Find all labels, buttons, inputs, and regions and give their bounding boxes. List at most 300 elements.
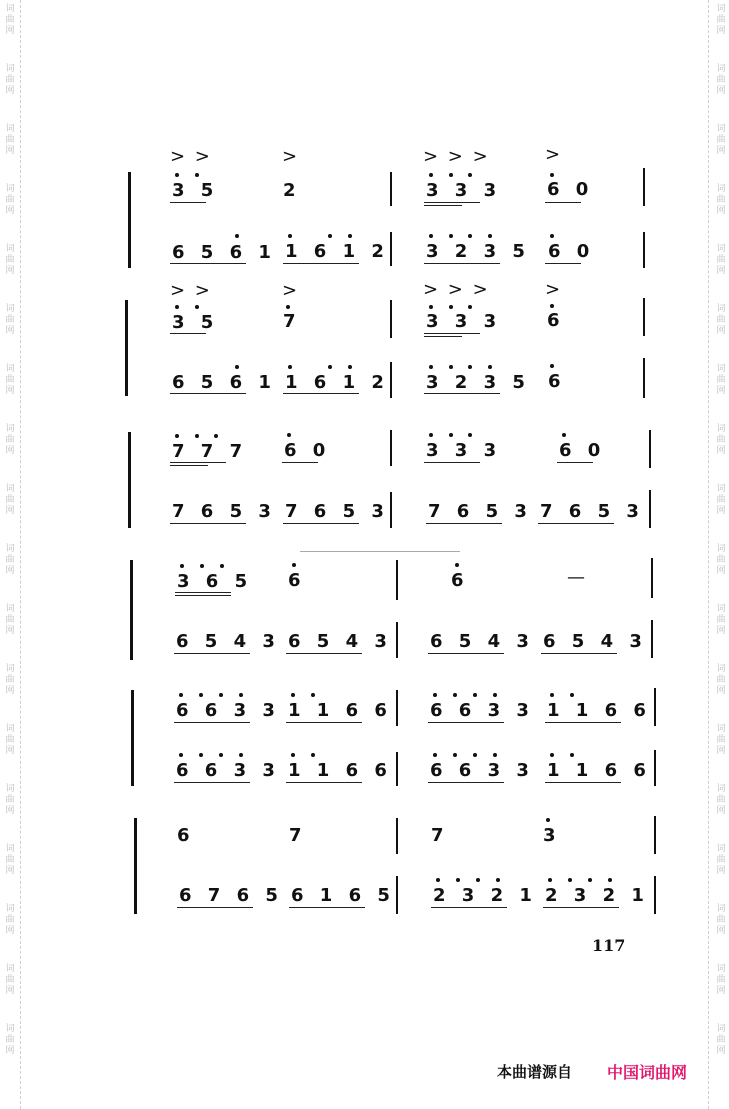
octave-dot [179, 693, 183, 697]
octave-dot [291, 753, 295, 757]
octave-dot [175, 173, 179, 177]
octave-dot [199, 753, 203, 757]
watermark-char: 词 [5, 604, 15, 614]
note-group: 6 [547, 310, 565, 331]
bar-line [396, 876, 398, 914]
watermark-char: 曲 [716, 495, 726, 505]
watermark-char: 曲 [716, 855, 726, 865]
watermark-char: 网 [716, 206, 726, 216]
watermark-char: 词 [5, 424, 15, 434]
bar-line [390, 362, 392, 398]
watermark-char: 网 [5, 986, 15, 996]
note-group: — [567, 567, 590, 588]
octave-dot [546, 818, 550, 822]
rhythm-underline [426, 523, 502, 524]
rhythm-underline [177, 907, 253, 908]
watermark-char: 词 [5, 904, 15, 914]
octave-dot [550, 364, 554, 368]
watermark-char: 曲 [716, 915, 726, 925]
watermark-char: 词 [716, 364, 726, 374]
system-brace [131, 690, 134, 786]
rhythm-underline [424, 462, 480, 463]
footer-site-link[interactable]: 中国词曲网 [607, 1063, 688, 1082]
bar-line [654, 876, 656, 914]
watermark-char: 曲 [5, 735, 15, 745]
note-group: 6 6 3 3 [430, 760, 534, 781]
watermark-char: 词 [5, 784, 15, 794]
bar-line [643, 298, 645, 336]
watermark-char: 词 [716, 904, 726, 914]
watermark-char: 词 [716, 244, 726, 254]
watermark-char: 曲 [716, 315, 726, 325]
octave-dot [449, 234, 453, 238]
watermark-char: 网 [716, 686, 726, 696]
watermark-char: 曲 [5, 15, 15, 25]
watermark-char: 曲 [716, 975, 726, 985]
accent-marks: > [282, 280, 300, 301]
watermark-char: 词 [5, 364, 15, 374]
watermark-char: 曲 [5, 495, 15, 505]
watermark-char: 网 [716, 506, 726, 516]
octave-dot [286, 305, 290, 309]
watermark-char: 词 [716, 1024, 726, 1034]
note-group: 6 5 4 3 [176, 631, 280, 652]
octave-dot [429, 433, 433, 437]
watermark-char: 曲 [716, 795, 726, 805]
note-group: 1 1 6 6 [288, 700, 392, 721]
octave-dot [429, 173, 433, 177]
note-group: 7 6 5 3 [172, 501, 276, 522]
watermark-char: 网 [5, 506, 15, 516]
octave-dot [199, 693, 203, 697]
watermark-char: 网 [716, 146, 726, 156]
watermark-char: 曲 [5, 675, 15, 685]
rhythm-underline [286, 782, 362, 783]
note-group: 6 0 [547, 179, 594, 200]
rhythm-underline [424, 205, 462, 206]
rhythm-underline [545, 782, 621, 783]
accent-marks: > > > [423, 279, 490, 300]
watermark-char: 曲 [5, 255, 15, 265]
watermark-char: 网 [5, 206, 15, 216]
watermark-char: 词 [716, 424, 726, 434]
accent-marks: > > [170, 146, 212, 167]
octave-dot [348, 234, 352, 238]
octave-dot [608, 878, 612, 882]
octave-dot [468, 305, 472, 309]
watermark-char: 网 [716, 266, 726, 276]
note-group: 6 6 3 3 [176, 700, 280, 721]
watermark-char: 网 [5, 626, 15, 636]
watermark-char: 曲 [5, 75, 15, 85]
rhythm-underline [286, 653, 362, 654]
bar-line [654, 750, 656, 786]
octave-dot [436, 878, 440, 882]
octave-dot [550, 304, 554, 308]
watermark-char: 曲 [5, 375, 15, 385]
note-group: 7 7 7 [172, 441, 248, 462]
octave-dot [493, 753, 497, 757]
note-group: 3 [543, 825, 561, 846]
bar-line [390, 172, 392, 206]
note-group: 2 3 2 1 [433, 885, 537, 906]
octave-dot [235, 234, 239, 238]
note-group: 1 1 6 6 [288, 760, 392, 781]
watermark-char: 词 [716, 964, 726, 974]
watermark-char: 词 [716, 604, 726, 614]
page-number: 117 [592, 936, 626, 955]
bar-line [643, 358, 645, 398]
octave-dot [588, 878, 592, 882]
watermark-char: 词 [5, 184, 15, 194]
note-group: 6 6 3 3 [176, 760, 280, 781]
watermark-char: 词 [716, 64, 726, 74]
system-brace [125, 300, 128, 396]
accent-marks: > [545, 144, 563, 165]
note-group: 6 0 [559, 440, 606, 461]
note-group: 6 5 4 3 [543, 631, 647, 652]
bar-line [390, 300, 392, 338]
note-group: 3 6 5 [177, 571, 253, 592]
footer-source-label: 本曲谱源自 [497, 1063, 573, 1081]
accent-marks: > > > [423, 146, 490, 167]
rhythm-underline [283, 263, 359, 264]
octave-dot [429, 234, 433, 238]
rhythm-underline [170, 393, 246, 394]
watermark-char: 网 [5, 926, 15, 936]
octave-dot [175, 305, 179, 309]
octave-dot [220, 564, 224, 568]
octave-dot [455, 563, 459, 567]
octave-dot [214, 434, 218, 438]
octave-dot [195, 434, 199, 438]
octave-dot [429, 365, 433, 369]
note-group: 7 6 5 3 [428, 501, 532, 522]
octave-dot [476, 878, 480, 882]
watermark-char: 网 [716, 26, 726, 36]
bar-line [390, 232, 392, 266]
rhythm-underline [545, 202, 581, 203]
octave-dot [235, 365, 239, 369]
rhythm-underline [286, 722, 362, 723]
watermark-char: 网 [716, 566, 726, 576]
rhythm-underline [282, 462, 318, 463]
watermark-char: 词 [5, 304, 15, 314]
octave-dot [311, 693, 315, 697]
octave-dot [449, 365, 453, 369]
watermark-char: 网 [716, 746, 726, 756]
watermark-char: 网 [5, 746, 15, 756]
note-group: 6 1 6 5 [291, 885, 395, 906]
bar-line [654, 688, 656, 726]
watermark-char: 曲 [5, 975, 15, 985]
watermark-char: 曲 [716, 675, 726, 685]
rhythm-underline [283, 523, 359, 524]
watermark-char: 曲 [716, 1035, 726, 1045]
octave-dot [468, 433, 472, 437]
watermark-char: 词 [5, 724, 15, 734]
rhythm-underline [424, 393, 500, 394]
octave-dot [449, 433, 453, 437]
watermark-char: 曲 [716, 375, 726, 385]
watermark-char: 网 [5, 566, 15, 576]
rhythm-underline [174, 722, 250, 723]
watermark-char: 网 [5, 326, 15, 336]
watermark-char: 网 [5, 446, 15, 456]
note-group: 6 [288, 570, 306, 591]
octave-dot [548, 878, 552, 882]
note-group: 6 5 4 3 [430, 631, 534, 652]
note-group: 1 6 1 2 [285, 372, 389, 393]
rhythm-underline [428, 653, 504, 654]
watermark-char: 曲 [5, 195, 15, 205]
octave-dot [288, 234, 292, 238]
watermark-char: 词 [716, 484, 726, 494]
watermark-char: 词 [716, 664, 726, 674]
watermark-char: 曲 [5, 315, 15, 325]
note-group: 6 0 [548, 241, 595, 262]
octave-dot [219, 693, 223, 697]
watermark-char: 词 [716, 844, 726, 854]
octave-dot [550, 234, 554, 238]
rhythm-underline [538, 523, 614, 524]
octave-dot [180, 564, 184, 568]
watermark-char: 曲 [716, 195, 726, 205]
watermark-char: 词 [716, 4, 726, 14]
rhythm-underline [174, 782, 250, 783]
octave-dot [291, 693, 295, 697]
note-group: 7 [431, 825, 449, 846]
octave-dot [550, 173, 554, 177]
octave-dot [570, 753, 574, 757]
watermark-char: 词 [716, 184, 726, 194]
octave-dot [328, 365, 332, 369]
note-group: 7 [289, 825, 307, 846]
note-group: 6 [177, 825, 195, 846]
octave-dot [550, 753, 554, 757]
rhythm-underline [170, 333, 206, 334]
watermark-char: 曲 [716, 435, 726, 445]
rhythm-underline [428, 782, 504, 783]
octave-dot [550, 693, 554, 697]
watermark-char: 词 [5, 64, 15, 74]
octave-dot [449, 173, 453, 177]
watermark-char: 曲 [5, 855, 15, 865]
note-group: 6 [548, 371, 566, 392]
octave-dot [429, 305, 433, 309]
watermark-char: 网 [716, 626, 726, 636]
octave-dot [328, 234, 332, 238]
bar-line [643, 232, 645, 268]
octave-dot [488, 234, 492, 238]
watermark-char: 曲 [5, 435, 15, 445]
watermark-char: 曲 [716, 615, 726, 625]
octave-dot [449, 305, 453, 309]
note-group: 6 7 6 5 [179, 885, 283, 906]
watermark-char: 词 [716, 784, 726, 794]
octave-dot [473, 753, 477, 757]
system-brace [128, 172, 131, 268]
octave-dot [453, 693, 457, 697]
note-group: 6 6 3 3 [430, 700, 534, 721]
bar-line [390, 492, 392, 528]
rhythm-underline [545, 722, 621, 723]
rhythm-underline [545, 263, 581, 264]
watermark-char: 词 [5, 124, 15, 134]
rhythm-underline [431, 907, 507, 908]
watermark-char: 网 [5, 686, 15, 696]
rhythm-underline [541, 653, 617, 654]
watermark-char: 曲 [716, 555, 726, 565]
watermark-char: 曲 [5, 555, 15, 565]
octave-dot [456, 878, 460, 882]
watermark-char: 词 [5, 844, 15, 854]
note-group: 6 5 6 1 [172, 242, 276, 263]
watermark-char: 曲 [716, 735, 726, 745]
watermark-char: 词 [5, 244, 15, 254]
watermark-char: 网 [716, 386, 726, 396]
system-brace [134, 818, 137, 914]
watermark-char: 网 [5, 86, 15, 96]
watermark-char: 网 [716, 1046, 726, 1056]
octave-dot [493, 693, 497, 697]
octave-dot [562, 433, 566, 437]
octave-dot [175, 434, 179, 438]
rhythm-underline [170, 462, 226, 463]
octave-dot [468, 173, 472, 177]
bar-line [654, 816, 656, 854]
rhythm-underline [175, 592, 231, 593]
octave-dot [219, 753, 223, 757]
rhythm-underline [289, 907, 365, 908]
bar-line [651, 620, 653, 658]
note-group: 7 6 5 3 [285, 501, 389, 522]
rhythm-underline [170, 263, 246, 264]
rhythm-underline [424, 202, 480, 203]
octave-dot [496, 878, 500, 882]
watermark-char: 网 [5, 146, 15, 156]
note-group: 3 2 3 5 [426, 372, 530, 393]
watermark-char: 词 [5, 1024, 15, 1034]
octave-dot [568, 878, 572, 882]
watermark-char: 网 [5, 26, 15, 36]
octave-dot [179, 753, 183, 757]
bar-line [649, 490, 651, 528]
rhythm-underline [170, 202, 206, 203]
octave-dot [468, 234, 472, 238]
watermark-char: 网 [5, 806, 15, 816]
note-group: 2 [283, 180, 301, 201]
bar-line [396, 622, 398, 658]
note-group: 3 3 3 [426, 180, 502, 201]
watermark-char: 网 [716, 86, 726, 96]
rhythm-underline [424, 336, 462, 337]
rhythm-underline [543, 907, 619, 908]
rhythm-underline [170, 465, 208, 466]
rhythm-underline [174, 653, 250, 654]
watermark-char: 词 [716, 724, 726, 734]
watermark-char: 曲 [5, 135, 15, 145]
watermark-char: 网 [716, 866, 726, 876]
bar-line [396, 752, 398, 786]
bar-line [396, 818, 398, 854]
watermark-char: 曲 [716, 255, 726, 265]
octave-dot [292, 563, 296, 567]
watermark-char: 词 [5, 484, 15, 494]
accent-marks: > [545, 279, 563, 300]
octave-dot [473, 693, 477, 697]
accent-marks: > [282, 146, 300, 167]
octave-dot [195, 173, 199, 177]
watermark-char: 词 [716, 304, 726, 314]
octave-dot [433, 693, 437, 697]
watermark-char: 曲 [5, 795, 15, 805]
accent-marks: > > [170, 280, 212, 301]
octave-dot [488, 365, 492, 369]
octave-dot [200, 564, 204, 568]
note-group: 6 [451, 570, 469, 591]
note-group: 3 5 [172, 312, 219, 333]
watermark-char: 词 [5, 964, 15, 974]
watermark-char: 词 [716, 124, 726, 134]
watermark-char: 网 [5, 1046, 15, 1056]
octave-dot [433, 753, 437, 757]
watermark-char: 曲 [716, 135, 726, 145]
rhythm-underline [283, 393, 359, 394]
watermark-char: 词 [5, 544, 15, 554]
watermark-char: 曲 [5, 915, 15, 925]
watermark-char: 曲 [716, 15, 726, 25]
bar-line [643, 168, 645, 206]
note-group: 2 3 2 1 [545, 885, 649, 906]
octave-dot [239, 753, 243, 757]
watermark-char: 网 [5, 866, 15, 876]
rhythm-underline [175, 595, 231, 596]
note-group: 3 5 [172, 180, 219, 201]
octave-dot [453, 753, 457, 757]
bar-line [390, 430, 392, 466]
octave-dot [288, 365, 292, 369]
watermark-char: 网 [716, 806, 726, 816]
watermark-char: 网 [716, 986, 726, 996]
note-group: 7 [283, 311, 301, 332]
rhythm-underline [428, 722, 504, 723]
octave-dot [468, 365, 472, 369]
bar-line [396, 560, 398, 600]
rhythm-underline [170, 523, 246, 524]
note-group: 1 6 1 2 [285, 241, 389, 262]
watermark-char: 网 [5, 386, 15, 396]
note-group: 3 3 3 [426, 311, 502, 332]
octave-dot [570, 693, 574, 697]
tie-line [300, 551, 460, 552]
bar-line [396, 690, 398, 726]
rhythm-underline [424, 333, 480, 334]
octave-dot [239, 693, 243, 697]
watermark-char: 曲 [5, 1035, 15, 1045]
note-group: 3 2 3 5 [426, 241, 530, 262]
note-group: 1 1 6 6 [547, 760, 651, 781]
watermark-char: 词 [716, 544, 726, 554]
note-group: 1 1 6 6 [547, 700, 651, 721]
octave-dot [348, 365, 352, 369]
note-group: 6 5 4 3 [288, 631, 392, 652]
watermark-char: 网 [716, 446, 726, 456]
octave-dot [311, 753, 315, 757]
watermark-char: 曲 [5, 615, 15, 625]
watermark-char: 网 [5, 266, 15, 276]
watermark-char: 曲 [716, 75, 726, 85]
